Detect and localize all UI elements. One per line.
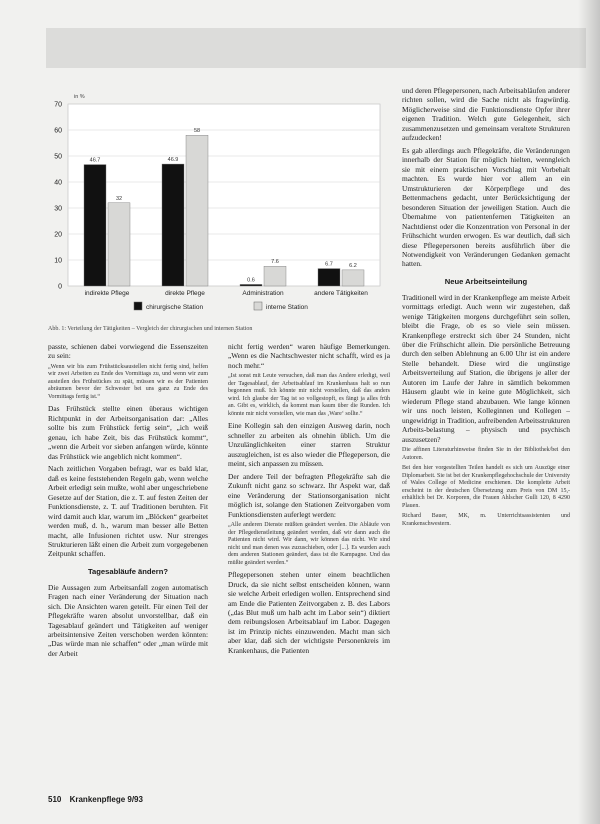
x-tick-label: andere Tätigkeiten [314, 290, 368, 297]
y-tick-label: 30 [54, 205, 62, 213]
legend-swatch [134, 302, 142, 310]
paragraph: Pflegepersonen stehen unter einem beachtlichen Druck, da sie nicht selbst entscheiden können, wann sie welche Arbeit erledigen wollen. Entsprechend sind am Ende die Patienten Zeitvorgaben z. B. des Labors („das Blut muß um halb acht im Labor sein“) diktiert dem reibungslosen Arbeitsablauf im Labor. Dagegen ist im Prinzip nichts einzuwenden. Macht man sich aber klar, daß sich der wichtigste Personenkreis im Krankenhaus, die Patienten [228, 570, 390, 655]
bar-value-label: 46.7 [89, 157, 101, 164]
bar-value-label: 6.7 [325, 261, 333, 268]
y-tick-label: 70 [54, 101, 62, 109]
legend-swatch [254, 302, 262, 310]
figure-caption: Abb. 1: Verteilung der Tätigkeiten – Vergleich der chirurgischen und internen Station [48, 326, 253, 332]
binding-shadow [578, 0, 600, 824]
note: Richard Bauer, MK, m. Unterrichtsassistenten und Krankenschwestern. [402, 513, 570, 527]
legend-label: chirurgische Station [146, 304, 204, 311]
bar-value-label: 6.2 [349, 262, 357, 269]
quote: „Wenn wir bis zum Frühstücksaustellen nicht fertig sind, helfen wir zwei Arbeiten zu Ende des Vormittags zu, und wenn wir zum austeilen des Frühstückes zu spät, müssen wir es der Patienten abräumen bevor der Schwester bei uns ganz zu Ende des Vormittags fertig ist.“ [48, 363, 208, 400]
bar [108, 203, 130, 286]
y-tick-label: 10 [54, 257, 62, 265]
y-tick-label: 60 [54, 127, 62, 135]
bar [84, 165, 106, 286]
column-1 [48, 342, 208, 661]
journal-name: Krankenpflege 9/93 [69, 795, 143, 804]
bar-value-label: 0.6 [247, 277, 255, 284]
bar [318, 269, 340, 286]
paragraph: Das Frühstück stellte einen überaus wichtigen Richtpunkt in der Arbeitsorganisation dar: „Alles sollte bis zum Frühstück fertig sein“, „ich weiß genau, ich habe Zeit, bis das Frühstück kommt“, „wenn die Arbeit vor sieben anfangen würde, könnte das Frühstück wie angeblich nicht kommen“. [48, 404, 208, 461]
note: Bei den hier vorgestellten Teilen handelt es sich um Auszüge einer Diplomarbeit. Sie ist bei der Krankenpflegehochschule der University of Wales College of Medicine erschienen. Die komplette Arbeit erscheint in der deutschen Übersetzung zum Preis von DM 15,- erhältlich bei Dr. Korporen, die Frauen Ahlscher Gulli 120, 8 4290 Plauen. [402, 465, 570, 509]
bar-value-label: 58 [193, 128, 201, 135]
chart-svg [46, 80, 388, 320]
bar-value-label: 46.9 [167, 157, 179, 164]
paragraph: Die Aussagen zum Arbeitsanfall zogen automatisch Fragen nach einer Veränderung der Situation nach sich. Die Ansichten waren geteilt. Für einen Teil der Pflegekräfte waren absolut unvorstellbar, daß ein Tagesablauf geändert und Tätigkeiten auf weniger arbeitsintensive Zeiten verschoben werden könnten: „Das würde man nie schaffen“ oder „man würde mit der Arbeit [48, 582, 208, 658]
column-3 [402, 86, 570, 531]
paragraph: Traditionell wird in der Krankenpflege am meiste Arbeit vormittags erledigt. Auch wenn wir zugestehen, daß wenige Tätigkeiten morgens durchgeführt sein sollen, bleibt die Frage, ob es so viele sein müssen. Krankenpflege erstreckt sich über 24 Stunden, nicht über die Frühschicht allein. Die persönliche Betreuung durch den selben Ablehnung an 6.00 Uhr ist ein andere Stelle behandelt. Diese wird die ungünstige Arbeitsverteilung auf Station, die übrigens je aller der Autoren im Laufe der Jahre in sämtlich bekommen Häusern glaubt wie in keine gute Möglichkeit, sich wiederum Pflege stand abzubauen. Wie lange können wir uns noch leisten, Kolleginnen und Kollegen – ungewidrigt in Tradition, aufreibenden Arbeitsstrukturen Arbeits-belastung – physisch und psychisch auszusetzen? [402, 292, 570, 444]
bar-value-label: 7.6 [271, 259, 279, 266]
x-tick-label: direkte Pflege [165, 290, 205, 297]
bar [240, 284, 262, 286]
note: Die affinen Literaturhinweise finden Sie in der Bibliothek/bei den Autoren. [402, 447, 570, 461]
paragraph: Eine Kollegin sah den einzigen Ausweg darin, noch schneller zu arbeiten als ohnehin üblich. Um die Unzulänglichkeiten einer starren Struktur auszugleichen, ist es also wieder die Pflegeperson, die meint, sich anpassen zu müssen. [228, 421, 390, 469]
x-tick-label: Administration [242, 290, 284, 297]
paragraph: Nach zeitlichen Vorgaben befragt, war es bald klar, daß es keine feststehenden Regeln gab, wenn welche Arbeit erledigt sein mußte, wohl aber ungeschriebene Gesetze auf der Station, die z. T. auf festen Zeiten der Funktionsdienste, z. T. auf Traditionen beruhten. Fit wird damit auch klar, warum im „Blöcken“ gearbeitet werden muß, d. h., warum man besser alle Betten macht, alle Infusionen richtet usw. Nur strenges Strukturieren läßt einen die Arbeit zum vorgegebenen Zeitpunkt schaffen. [48, 464, 208, 559]
bar [162, 164, 184, 286]
bar [264, 266, 286, 286]
bar [186, 135, 208, 286]
paragraph: Der andere Teil der befragten Pflegekräfte sah die Zukunft nicht ganz so schwarz. Ihr Aspekt war, daß eine Veränderung der Stationsorganisation nicht möglich ist, solange den Stationen Zeitvorgaben vom Funktionsdiensten auferlegt werden: [228, 471, 390, 519]
paragraph: und deren Pflegepersonen, nach Arbeitsabläufen anderer richten sollen, wird die Sache nicht als fragwürdig. Möglicherweise sind die Funktionsdienste Opfer ihrer eigenen Tradition. Welch gute Gelegenheit, sich zusammenzusetzen und gemeinsam veraltete Strukturen aufzudecken! [402, 86, 570, 143]
x-tick-label: indirekte Pflege [84, 290, 130, 297]
column-2 [228, 342, 390, 658]
paragraph: Es gab allerdings auch Pflegekräfte, die Veränderungen innerhalb der Station für möglich hielten, wenngleich sie mit einem praktischen Vorschlag mit Vorbehalt machten. Es wurde hier vor allem an ein Umstrukturieren der Körperpflege und des Bettenmachens gedacht, unter Berücksichtigung der besonderen Situation der jeweiligen Station. Auch die Übernahme von patientenfernen Tätigkeiten an Nachtdienst oder die Konzentration von Personal in der Frühschicht wurden erwogen. Es war deutlich, daß sich diese Pflegepersonen bereits ausführlich über die Notwendigkeit von Veränderungen Gedanken gemacht hatten. [402, 145, 570, 269]
bar-chart [46, 80, 388, 320]
quote: „Alle anderen Dienste müßten geändert werden. Die Abläufe von der Pflegedienstleitung geändert werden, daß wir dann auch die Patienten nicht wird. Wir dann, wir können das nicht. Wir sind nicht und man denen was zuzuschieben, oder [...]. Es wurden auch dem anderen Stationen geändert, dass ist die Kampagne. Und das müßte geändert werden.“ [228, 522, 390, 566]
legend-label: interne Station [266, 304, 308, 311]
quote: „Ist sonst mit Leute versuchen, daß man das Andere erledigt, weil der Tagesablauf, der Arbeitsablauf im Krankenhaus halt so nun begonnen muß. Ich könnte mir nicht vorstellen, daß das anders wird. Ich glaube der Tag ist so vollgestopft, es fängt ja alles früh an. Gibt es, wirklich, da kommt man kaum über die Runden. Ich könnte mir nicht vorstellen, wie man das ‚Ware‘ sollte.“ [228, 373, 390, 417]
y-tick-label: 0 [58, 283, 62, 291]
y-tick-label: 50 [54, 153, 62, 161]
bar [342, 270, 364, 286]
paragraph: nicht fertig werden“ waren häufige Bemerkungen. „Wenn es die Nachtschwester nicht schafft, wird es ja noch mehr.“ [228, 342, 390, 370]
section-heading: Tagesabläufe ändern? [87, 566, 169, 576]
section-heading: Neue Arbeitseinteilung [444, 276, 528, 286]
page-number: 510 [48, 795, 62, 804]
y-axis-label: in % [74, 94, 85, 100]
y-tick-label: 40 [54, 179, 62, 187]
page-footer [48, 795, 143, 804]
paragraph: passte, schienen dabei vorwiegend die Essenszeiten zu sein: [48, 342, 208, 361]
y-tick-label: 20 [54, 231, 62, 239]
bar-value-label: 32 [115, 195, 123, 202]
header-band [46, 28, 586, 68]
